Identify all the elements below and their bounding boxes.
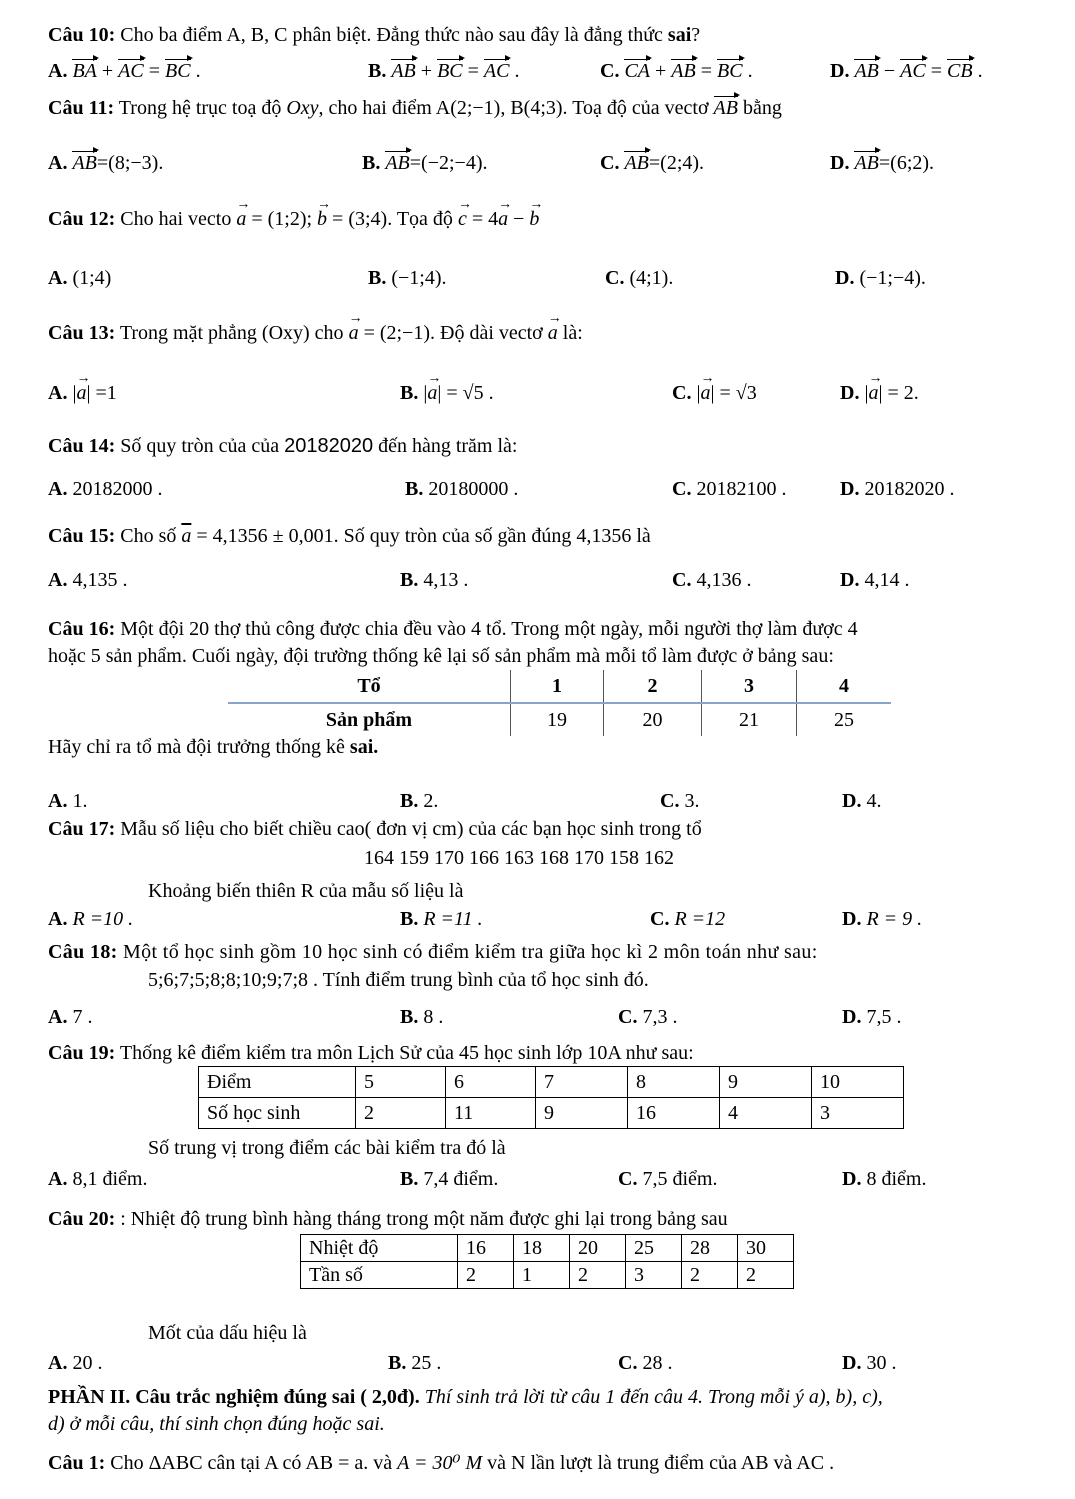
q15-option-d: D. 4,14 . [840,569,910,591]
table-cell: 2 [682,1262,738,1289]
table-cell: 18 [514,1235,570,1262]
part2-heading: PHẦN II. Câu trắc nghiệm đúng sai ( 2,0đ). Thí sinh trả lời từ câu 1 đến câu 4. Trong mỗi ý a), b), c), [48,1386,883,1408]
q17-option-d: D. R = 9 . [842,908,923,930]
q14-option-a: A. 20182000 . [48,478,163,500]
table-cell: 16 [458,1235,514,1262]
q20-option-b: B. 25 . [388,1352,442,1374]
table-cell: 16 [628,1098,720,1129]
table-cell: 2 [604,670,702,703]
table-cell: 11 [446,1098,536,1129]
q18-option-c: C. 7,3 . [618,1006,678,1028]
q18-line1: Câu 18: Một tổ học sinh gồm 10 học sinh có điểm kiểm tra giữa học kì 2 môn toán như sau: [48,941,818,963]
q17-stem: Câu 17: Mẫu số liệu cho biết chiều cao( đơn vị cm) của các bạn học sinh trong tổ [48,818,702,840]
q11-stem: Câu 11: Trong hệ trục toạ độ Oxy, cho hai điểm A(2;−1), B(4;3). Toạ độ của vectơ AB bằng [48,97,782,119]
table-cell: 6 [446,1067,536,1098]
table-cell: 5 [356,1067,446,1098]
q19-ask: Số trung vị trong điểm các bài kiểm tra đó là [148,1137,506,1159]
table-header: Tổ [228,670,511,703]
q20-ask: Mốt của dấu hiệu là [148,1322,307,1344]
q13-option-d: D. |a →| = 2. [840,380,919,406]
q11-option-d: D. AB=(6;2). [830,152,935,174]
q18-option-b: B. 8 . [400,1006,444,1028]
q12-option-c: C. (4;1). [605,267,674,289]
q19-table [198,1066,904,1129]
q15-stem: Câu 15: Cho số $\overline{a} = 4,1356 \pm 0,001$. Số quy tròn của số gần đúng 4,1356 là [48,525,651,547]
q17-option-c: C. R =12 [650,908,726,930]
q16-table [228,670,891,736]
q13-option-a: A. |a →| =1 [48,380,117,406]
q15-option-b: B. 4,13 . [400,569,469,591]
table-header: Sản phẩm [325,708,413,731]
table-cell: 20 [570,1235,626,1262]
q16-line2: hoặc 5 sản phẩm. Cuối ngày, đội trường thống kê lại số sản phẩm mà mỗi tổ làm được ở bảng sau: [48,645,834,667]
q17-ask: Khoảng biến thiên R của mẫu số liệu là [148,880,464,902]
q14-option-c: C. 20182100 . [672,478,787,500]
q14-option-d: D. 20182020 . [840,478,955,500]
table-cell: 4 [797,670,892,703]
q16-option-c: C. 3. [660,790,700,812]
part2-instructions: d) ở mỗi câu, thí sinh chọn đúng hoặc sai. [48,1413,385,1435]
table-cell: Tần số [301,1262,458,1289]
q20-stem: Câu 20: : Nhiệt độ trung bình hàng tháng trong một năm được ghi lại trong bảng sau [48,1208,728,1230]
q15-option-a: A. 4,135 . [48,569,128,591]
table-cell: 2 [738,1262,794,1289]
table-cell: 8 [628,1067,720,1098]
table-cell: 7 [536,1067,628,1098]
q16-option-a: A. 1. [48,790,88,812]
q13-stem: Câu 13: Trong mặt phẳng (Oxy) cho a → = (2;−1). Độ dài vectơ a → là: [48,320,583,346]
q10-option-b: B. AB + BC = AC . [368,60,520,82]
table-cell: 10 [812,1067,904,1098]
q12-option-b: B. (−1;4). [368,267,447,289]
table-cell: 20 [604,703,702,736]
table-cell: 25 [797,703,892,736]
q19-option-a: A. 8,1 điểm. [48,1168,148,1190]
table-cell: 21 [702,703,797,736]
table-cell: 1 [511,670,604,703]
table-cell: 28 [682,1235,738,1262]
q20-option-d: D. 30 . [842,1352,897,1374]
table-cell: 2 [458,1262,514,1289]
q16-ask: Hãy chỉ ra tổ mà đội trưởng thống kê sai. [48,736,379,758]
table-cell: 19 [511,703,604,736]
table-cell: Điểm [199,1067,356,1098]
q17-option-b: B. R =11 . [400,908,483,930]
q20-option-c: C. 28 . [618,1352,673,1374]
q17-option-a: A. R =10 . [48,908,134,930]
q17-data: 164 159 170 166 163 168 170 158 162 [364,847,674,869]
q19-option-d: D. 8 điểm. [842,1168,927,1190]
q15-option-c: C. 4,136 . [672,569,752,591]
table-cell: 3 [702,670,797,703]
table-cell: 9 [720,1067,812,1098]
q14-stem: Câu 14: Số quy tròn của của 20182020 đến hàng trăm là: [48,435,518,457]
q10-option-d: D. AB − AC = CB . [830,60,983,82]
q10-option-c: C. CA + AB = BC . [600,60,753,82]
table-cell: 9 [536,1098,628,1129]
q10-stem: Câu 10: Cho ba điểm A, B, C phân biệt. Đẳng thức nào sau đây là đẳng thức sai? [48,24,701,46]
q19-option-b: B. 7,4 điểm. [400,1168,499,1190]
q18-option-a: A. 7 . [48,1006,93,1028]
q16-line1: Câu 16: Một đội 20 thợ thủ công được chia đều vào 4 tổ. Trong một ngày, mỗi người thợ làm được 4 [48,618,858,640]
table-cell: 1 [514,1262,570,1289]
table-cell: 4 [720,1098,812,1129]
q16-option-b: B. 2. [400,790,439,812]
q13-option-c: C. |a →| = √3 [672,380,757,406]
table-cell: 30 [738,1235,794,1262]
table-cell: 25 [626,1235,682,1262]
q19-stem: Câu 19: Thống kê điểm kiểm tra môn Lịch Sử của 45 học sinh lớp 10A như sau: [48,1042,694,1064]
q14-option-b: B. 20180000 . [405,478,519,500]
q12-stem: Câu 12: Cho hai vecto a → = (1;2); b → = (3;4). Tọa độ c → = 4a → − b → [48,206,539,232]
q11-option-a: A. AB=(8;−3). [48,152,164,174]
q11-option-b: B. AB=(−2;−4). [362,152,488,174]
table-cell: 3 [626,1262,682,1289]
table-cell: 3 [812,1098,904,1129]
q19-option-c: C. 7,5 điểm. [618,1168,718,1190]
q12-option-a: A. (1;4) [48,267,112,289]
table-cell: 2 [570,1262,626,1289]
q16-option-d: D. 4. [842,790,882,812]
q13-option-b: B. |a →| = √5 . [400,380,494,406]
part2-q1-stem: Câu 1: Cho ΔABC cân tại A có AB = a. và A = 30⁰ M và N lần lượt là trung điểm của AB và AC . [48,1452,835,1474]
q12-option-d: D. (−1;−4). [835,267,926,289]
q20-table [300,1234,794,1289]
q20-option-a: A. 20 . [48,1352,103,1374]
q18-line2: 5;6;7;5;8;8;10;9;7;8 . Tính điểm trung bình của tổ học sinh đó. [148,969,649,991]
q18-option-d: D. 7,5 . [842,1006,902,1028]
q10-option-a: A. BA + AC = BC . [48,60,201,82]
table-cell: 2 [356,1098,446,1129]
table-cell: Số học sinh [199,1098,356,1129]
q11-option-c: C. AB=(2;4). [600,152,705,174]
table-cell: Nhiệt độ [301,1235,458,1262]
